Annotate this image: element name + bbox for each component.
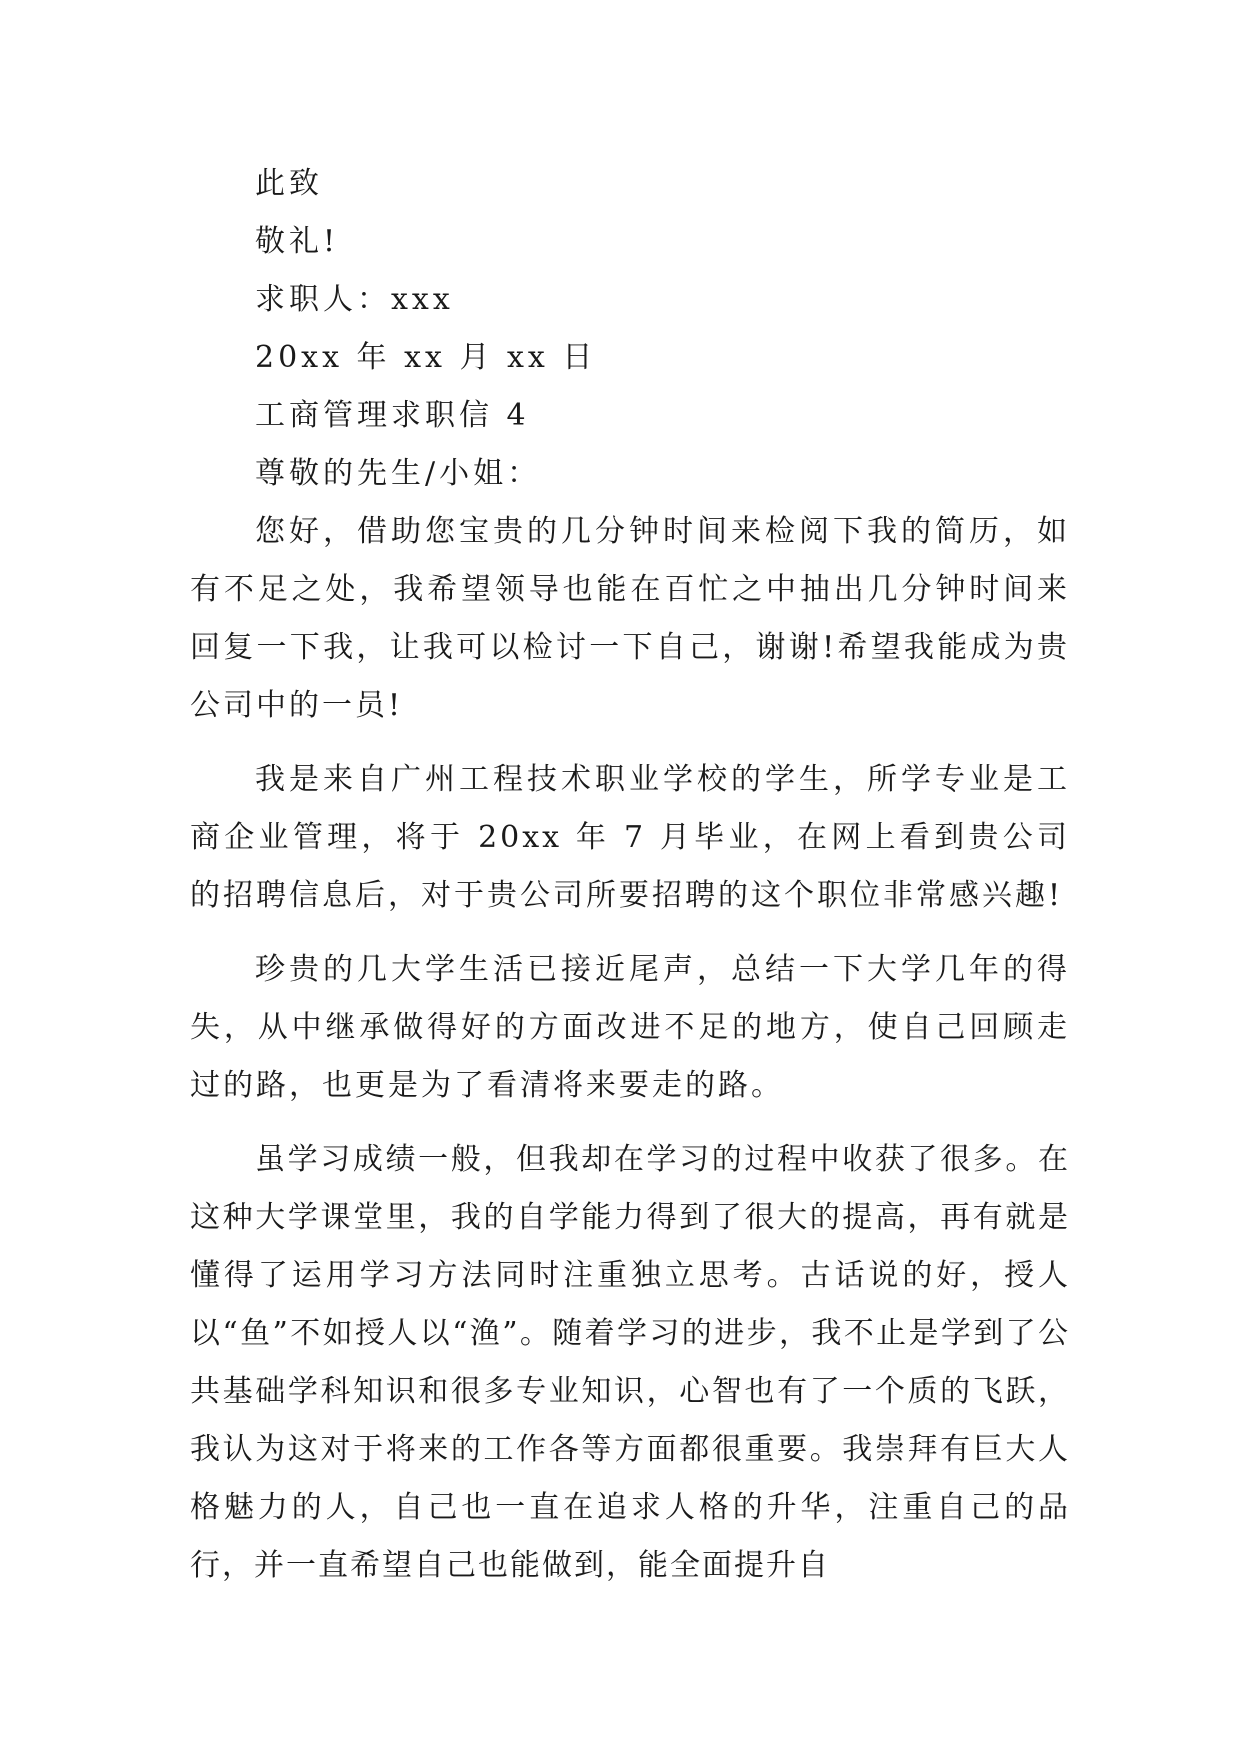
paragraph-3: 珍贵的几大学生活已接近尾声，总结一下大学几年的得失，从中继承做得好的方面改进不足的地方，使自己回顾走过的路，也更是为了看清将来要走的路。 bbox=[190, 952, 1070, 1103]
letter-body bbox=[190, 155, 1070, 1595]
paragraph-4: 虽学习成绩一般，但我却在学习的过程中收获了很多。在这种大学课堂里，我的自学能力得到了很大的提高，再有就是懂得了运用学习方法同时注重独立思考。古话说的好，授人以“鱼”不如授人以“渔”。随着学习的进步，我不止是学到了公共基础学科知识和很多专业知识，心智也有了一个质的飞跃，我认为这对于将来的工作各等方面都很重要。我崇拜有巨大人格魅力的人，自己也一直在追求人格的升华，注重自己的品行，并一直希望自己也能做到，能全面提升自 bbox=[190, 1142, 1070, 1583]
paragraph-2: 我是来自广州工程技术职业学校的学生，所学专业是工商企业管理，将于 20xx 年 7 月毕业，在网上看到贵公司的招聘信息后，对于贵公司所要招聘的这个职位非常感兴趣! bbox=[190, 762, 1070, 913]
signature-line: 求职人：xxx bbox=[255, 282, 454, 317]
section-title: 工商管理求职信 4 bbox=[255, 398, 530, 433]
paragraph-1: 您好，借助您宝贵的几分钟时间来检阅下我的简历，如有不足之处，我希望领导也能在百忙之中抽出几分钟时间来回复一下我，让我可以检讨一下自己，谢谢!希望我能成为贵公司中的一员! bbox=[190, 514, 1070, 723]
date-line: 20xx 年 xx 月 xx 日 bbox=[255, 340, 597, 375]
salutation: 尊敬的先生/小姐： bbox=[255, 456, 542, 491]
paragraph-spacer bbox=[190, 925, 1070, 941]
closing-line-1: 此致 bbox=[255, 166, 323, 201]
paragraph-spacer bbox=[190, 1115, 1070, 1131]
closing-line-2: 敬礼! bbox=[255, 224, 340, 259]
paragraph-spacer bbox=[190, 735, 1070, 751]
